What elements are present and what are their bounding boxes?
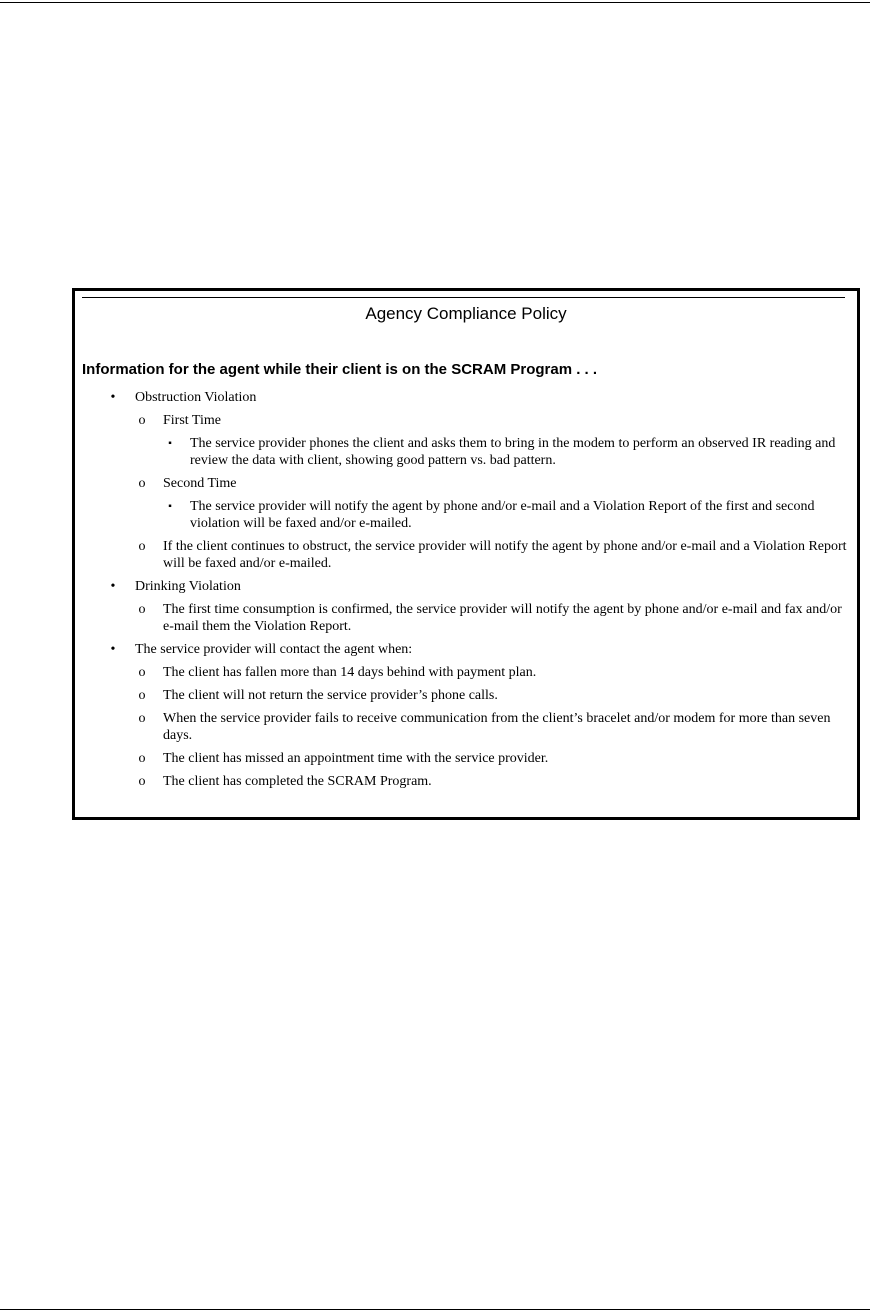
list-item-text: If the client continues to obstruct, the service provider will notify the agent by phone and/or e-mail and a Violation Report will be faxed and/or e-mailed. bbox=[163, 539, 847, 571]
list-item-label: Obstruction Violation bbox=[135, 390, 257, 405]
circle-bullet-icon: o bbox=[138, 602, 146, 617]
list-item-drinking-violation bbox=[75, 578, 857, 595]
list-item-missed-appointment bbox=[75, 750, 857, 767]
list-item-label: Drinking Violation bbox=[135, 579, 241, 594]
list-item-contact-agent bbox=[75, 641, 857, 658]
list-item-text: The service provider will notify the agent by phone and/or e-mail and a Violation Report of the first and second violation will be faxed and/or e-mailed. bbox=[190, 499, 815, 531]
list-item-label: Second Time bbox=[163, 476, 237, 491]
list-item-text: The service provider phones the client and asks them to bring in the modem to perform an observed IR reading and review the data with client, showing good pattern vs. bad pattern. bbox=[190, 436, 836, 468]
circle-bullet-icon: o bbox=[138, 665, 146, 680]
list-item-second-time bbox=[75, 475, 857, 492]
bullet-icon: • bbox=[110, 579, 116, 594]
list-item-text: When the service provider fails to receive communication from the client’s bracelet and/or modem for more than seven days. bbox=[163, 711, 831, 743]
policy-subtitle: Information for the agent while their client is on the SCRAM Program . . . bbox=[82, 361, 598, 378]
list-item-text: The client will not return the service provider’s phone calls. bbox=[163, 688, 498, 703]
list-item-obstruction-violation bbox=[75, 389, 857, 406]
list-item-label: First Time bbox=[163, 413, 221, 428]
list-item-no-communication bbox=[75, 710, 857, 744]
list-item-text: The client has completed the SCRAM Program. bbox=[163, 774, 432, 789]
circle-bullet-icon: o bbox=[138, 413, 146, 428]
list-item-consumption-confirmed bbox=[75, 601, 857, 635]
list-item-text: The client has missed an appointment time with the service provider. bbox=[163, 751, 549, 766]
square-bullet-icon: ▪ bbox=[168, 438, 172, 449]
list-item-text: The client has fallen more than 14 days behind with payment plan. bbox=[163, 665, 537, 680]
policy-box bbox=[72, 288, 860, 820]
circle-bullet-icon: o bbox=[138, 774, 146, 789]
policy-list bbox=[75, 389, 857, 790]
bullet-icon: • bbox=[110, 390, 116, 405]
list-item-program-completed bbox=[75, 773, 857, 790]
page-bottom-rule bbox=[0, 1309, 870, 1310]
box-inner-rule bbox=[82, 297, 845, 298]
square-bullet-icon: ▪ bbox=[168, 501, 172, 512]
policy-title: Agency Compliance Policy bbox=[365, 304, 567, 323]
list-item-continued-obstruction bbox=[75, 538, 857, 572]
list-item-second-time-detail bbox=[75, 498, 857, 532]
circle-bullet-icon: o bbox=[138, 539, 146, 554]
list-item-payment-behind bbox=[75, 664, 857, 681]
circle-bullet-icon: o bbox=[138, 476, 146, 491]
list-item-phone-calls bbox=[75, 687, 857, 704]
list-item-first-time-detail bbox=[75, 435, 857, 469]
circle-bullet-icon: o bbox=[138, 688, 146, 703]
circle-bullet-icon: o bbox=[138, 751, 146, 766]
list-item-text: The first time consumption is confirmed, the service provider will notify the agent by phone and/or e-mail and fax and/or e-mail them the Violation Report. bbox=[163, 602, 842, 634]
list-item-first-time bbox=[75, 412, 857, 429]
list-item-label: The service provider will contact the agent when: bbox=[135, 642, 413, 657]
circle-bullet-icon: o bbox=[138, 711, 146, 726]
bullet-icon: • bbox=[110, 642, 116, 657]
page-top-rule bbox=[0, 2, 870, 3]
